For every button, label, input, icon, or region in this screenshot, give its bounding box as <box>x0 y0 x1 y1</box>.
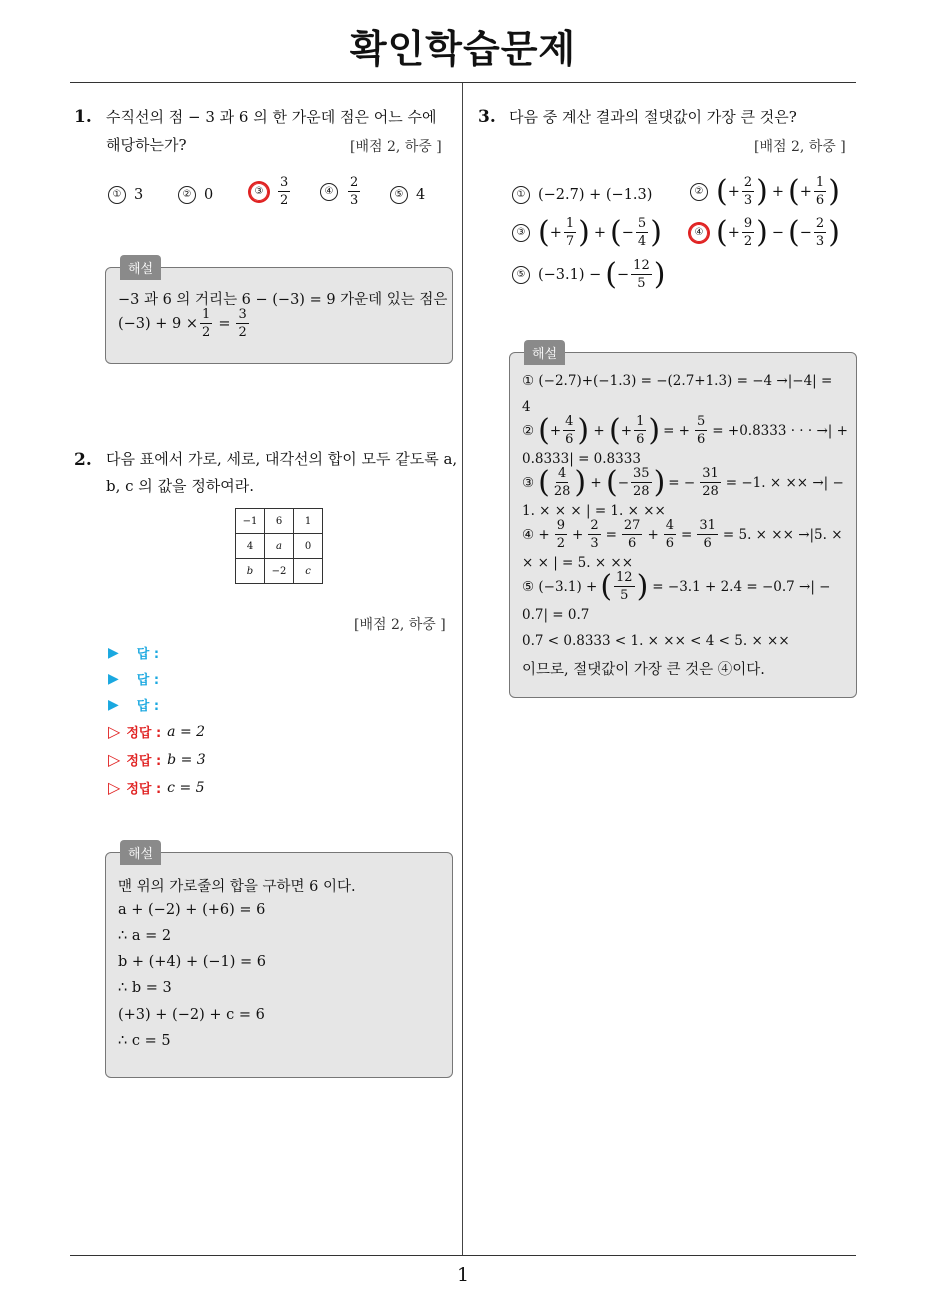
denominator: 3 <box>743 193 753 208</box>
sign: − <box>621 224 634 241</box>
denominator: 4 <box>637 234 647 249</box>
solution-line <box>522 519 843 550</box>
numerator: 2 <box>350 175 359 190</box>
magic-square-table <box>235 508 323 584</box>
expr-text: = − <box>668 474 696 491</box>
paren-close: ) <box>577 412 590 448</box>
play-arrow-icon: ▶ <box>108 670 119 687</box>
choice-number: ⑤ <box>512 266 530 284</box>
q2-score: [배점 2, 하중 ] <box>354 617 446 633</box>
solution-line: ∴ c = 5 <box>118 1033 171 1049</box>
denominator: 6 <box>628 536 637 551</box>
solution-line: 4 <box>522 399 531 415</box>
outline-arrow-icon: ▷ <box>108 778 121 797</box>
correct-value: c = 5 <box>167 779 205 796</box>
answer-row[interactable] <box>108 643 159 662</box>
fraction <box>814 217 826 248</box>
q1-choice-2[interactable] <box>178 186 213 204</box>
paren-open: ( <box>538 412 550 448</box>
solution-tag: 해설 <box>120 840 161 865</box>
solution-line: ∴ b = 3 <box>118 980 172 996</box>
sign: + <box>727 224 740 241</box>
table-cell: −1 <box>236 509 265 534</box>
fraction <box>742 176 754 207</box>
q1-text-line2: 해당하는가? <box>106 136 187 154</box>
q3-number: 3. <box>478 107 496 127</box>
paren-open: ( <box>538 464 550 500</box>
expr-text: = −1. × ×× →| − <box>725 474 844 491</box>
q1-choice-5[interactable] <box>390 186 425 204</box>
paren-open: ( <box>610 214 622 250</box>
numerator: 9 <box>743 216 753 231</box>
solution-line: a + (−2) + (+6) = 6 <box>118 902 266 918</box>
paren-close: ) <box>578 214 590 250</box>
operator: + <box>647 526 659 543</box>
denominator: 6 <box>665 536 675 551</box>
denominator: 6 <box>697 432 706 447</box>
play-arrow-icon: ▶ <box>108 696 119 713</box>
numerator: 1 <box>202 307 211 322</box>
numerator: 1 <box>815 175 825 190</box>
paren-close: ) <box>574 464 587 500</box>
fraction <box>200 308 212 339</box>
paren-open: ( <box>788 214 800 250</box>
denominator: 3 <box>815 234 825 249</box>
numerator: 1 <box>636 414 645 429</box>
q3-choice-2[interactable] <box>690 173 840 209</box>
denominator: 6 <box>636 432 645 447</box>
paren-open: ( <box>788 173 800 209</box>
solution-line: 0.8333| = 0.8333 <box>522 451 641 467</box>
numerator: 2 <box>743 175 753 190</box>
solution-line: ① (−2.7)+(−1.3) = −(2.7+1.3) = −4 →|−4| = <box>522 373 833 389</box>
denominator: 2 <box>743 234 753 249</box>
paren-close: ) <box>653 464 666 500</box>
fraction <box>614 571 635 602</box>
denominator: 7 <box>565 234 575 249</box>
expr-text: ⑤ (−3.1) + <box>522 578 598 595</box>
correct-answer-row <box>108 778 205 797</box>
paren-open: ( <box>605 256 618 292</box>
numerator: 4 <box>557 466 567 481</box>
fraction <box>636 217 648 248</box>
expr-text: ④ + <box>522 526 550 543</box>
q1-choice-3[interactable] <box>250 176 292 207</box>
table-cell: a <box>265 534 294 559</box>
denominator: 5 <box>620 588 629 603</box>
solution-line: 0.7| = 0.7 <box>522 607 590 623</box>
denominator: 2 <box>238 325 247 340</box>
correct-label: 정답 : <box>126 754 162 769</box>
fraction <box>634 415 646 446</box>
table-cell: 1 <box>294 509 323 534</box>
numerator: 12 <box>633 258 650 273</box>
fraction <box>814 176 826 207</box>
page-title: 확인학습문제 <box>349 27 577 71</box>
denominator: 6 <box>703 536 712 551</box>
fraction <box>742 217 754 248</box>
q1-number: 1. <box>74 107 92 127</box>
paren-close: ) <box>648 412 661 448</box>
fraction <box>664 519 676 550</box>
q3-solution-box <box>509 347 857 698</box>
numerator: 2 <box>590 518 599 533</box>
answer-row[interactable] <box>108 669 159 688</box>
outline-arrow-icon: ▷ <box>108 722 121 741</box>
answer-label: 답 : <box>136 699 160 714</box>
denominator: 3 <box>350 193 359 208</box>
expr-text: = 5. × ×× →|5. × <box>722 526 843 543</box>
paren-close: ) <box>650 214 662 250</box>
table-row <box>236 534 323 559</box>
table-cell: 4 <box>236 534 265 559</box>
correct-value: b = 3 <box>167 751 206 768</box>
table-cell: b <box>236 559 265 584</box>
choice-number-marked: ④ <box>690 224 708 242</box>
numerator: 4 <box>665 518 675 533</box>
q2-text-line2: b, c 의 값을 정하여라. <box>106 477 255 495</box>
outline-arrow-icon: ▷ <box>108 750 121 769</box>
paren-open: ( <box>600 568 613 604</box>
operator: + <box>771 183 785 200</box>
sign: − <box>617 266 630 283</box>
numerator: 31 <box>699 518 716 533</box>
choice-number: ① <box>512 186 530 204</box>
denominator: 2 <box>556 536 565 551</box>
q1-solution-box <box>105 262 453 364</box>
numerator: 4 <box>565 414 574 429</box>
paren-close: ) <box>653 256 666 292</box>
numerator: 35 <box>633 466 650 481</box>
choice-value: 3 <box>134 187 144 203</box>
fraction <box>622 519 643 550</box>
operator: = <box>605 526 617 543</box>
table-cell: −2 <box>265 559 294 584</box>
play-arrow-icon: ▶ <box>108 644 119 661</box>
answer-row[interactable] <box>108 695 159 714</box>
numerator: 12 <box>616 570 633 585</box>
fraction <box>631 259 652 290</box>
q3-choice-4[interactable] <box>690 214 840 250</box>
paren-open: ( <box>716 173 728 209</box>
fraction <box>695 415 707 446</box>
expr-text: ② <box>522 422 535 439</box>
choice-number-marked: ③ <box>250 183 268 201</box>
choice-value: 0 <box>204 187 214 203</box>
denominator: 3 <box>590 536 599 551</box>
numerator: 1 <box>565 216 575 231</box>
numerator: 5 <box>637 216 647 231</box>
solution-tag: 해설 <box>120 255 161 280</box>
choice-number: ⑤ <box>390 186 408 204</box>
denominator: 2 <box>202 325 211 340</box>
numerator: 3 <box>238 307 247 322</box>
page-number: 1 <box>456 1264 470 1286</box>
solution-line: ∴ a = 2 <box>118 928 172 944</box>
choice-fraction <box>348 176 360 207</box>
column-divider <box>462 83 463 1255</box>
paren-open: ( <box>716 214 728 250</box>
solution-line: ② ( + $\frac{4}{6}$ ) + ( + $\frac{1}{6}$ ) = + $\frac{5}{6}$ = +0.8333 · · · →| + <box>522 412 848 448</box>
operator: = <box>681 526 693 543</box>
fraction <box>564 217 576 248</box>
expr-text: (−3.1) − <box>538 266 602 283</box>
paren-open: ( <box>609 412 621 448</box>
fraction <box>588 519 600 550</box>
table-row <box>236 509 323 534</box>
solution-line: ③ ( $\frac{4}{28}$ ) + ( − $\frac{35}{28}$ ) = − $\frac{31}{28}$ = −1. × ×× →| − <box>522 464 844 500</box>
solution-line: × × | = 5. × ×× <box>522 555 634 571</box>
choice-fraction <box>278 176 290 207</box>
choice-number: ② <box>178 186 196 204</box>
sign: + <box>549 224 562 241</box>
numerator: 5 <box>697 414 706 429</box>
numerator: 27 <box>623 518 641 533</box>
sign: − <box>799 224 812 241</box>
expr-text: = +0.8333 · · · →| + <box>712 422 848 439</box>
numerator: 3 <box>280 175 289 190</box>
paren-open: ( <box>538 214 550 250</box>
paren-close: ) <box>828 214 840 250</box>
solution-line: b + (+4) + (−1) = 6 <box>118 954 266 970</box>
correct-answer-row <box>108 750 206 769</box>
choice-expression: (−2.7) + (−1.3) <box>538 187 653 203</box>
denominator: 28 <box>702 484 719 499</box>
operator: + <box>572 526 584 543</box>
fraction <box>555 519 567 550</box>
q2-text-line1: 다음 표에서 가로, 세로, 대각선의 합이 모두 같도록 a, <box>106 450 458 468</box>
fraction <box>236 308 248 339</box>
correct-label: 정답 : <box>126 726 162 741</box>
denominator: 5 <box>637 276 646 291</box>
q2-solution-box <box>105 847 453 1078</box>
top-rule <box>70 82 856 83</box>
table-cell: c <box>294 559 323 584</box>
denominator: 6 <box>565 432 574 447</box>
denominator: 28 <box>553 484 571 499</box>
fraction <box>552 467 573 498</box>
denominator: 2 <box>280 193 289 208</box>
q3-score: [배점 2, 하중 ] <box>754 139 846 155</box>
q2-number: 2. <box>74 450 92 470</box>
choice-value: 4 <box>416 187 426 203</box>
solution-line <box>522 568 831 604</box>
expr-text: (−3) + 9 × <box>118 315 199 332</box>
solution-line <box>118 308 251 339</box>
correct-label: 정답 : <box>126 782 162 797</box>
correct-answer-row <box>108 722 205 741</box>
expr-text: ③ <box>522 474 535 491</box>
sign: + <box>727 183 740 200</box>
numerator: 31 <box>702 466 719 481</box>
choice-number: ① <box>108 186 126 204</box>
solution-line: 맨 위의 가로줄의 합을 구하면 6 이다. <box>118 879 356 895</box>
paren-close: ) <box>828 173 840 209</box>
q1-score: [배점 2, 하중 ] <box>350 139 442 155</box>
solution-tag: 해설 <box>524 340 565 365</box>
q3-choice-3[interactable] <box>512 214 662 250</box>
expr-text: = −3.1 + 2.4 = −0.7 →| − <box>652 578 831 595</box>
answer-label: 답 : <box>136 673 160 688</box>
denominator: 6 <box>815 193 825 208</box>
numerator: 9 <box>556 518 565 533</box>
answer-label: 답 : <box>136 647 160 662</box>
q1-text-line1: 수직선의 점 − 3 과 6 의 한 가운데 점은 어느 수에 <box>106 108 437 126</box>
paren-close: ) <box>636 568 649 604</box>
paren-open: ( <box>606 464 618 500</box>
fraction <box>563 415 575 446</box>
denominator: 28 <box>633 484 650 499</box>
equals-sign: = <box>218 315 231 332</box>
q3-text-line1: 다음 중 계산 결과의 절댓값이 가장 큰 것은? <box>509 108 797 126</box>
table-cell: 0 <box>294 534 323 559</box>
solution-line: 0.7 < 0.8333 < 1. × ×× < 4 < 5. × ×× <box>522 633 790 649</box>
fraction <box>700 467 721 498</box>
expr-text: = + <box>663 422 690 439</box>
q3-choice-5[interactable] <box>512 256 666 292</box>
choice-number: ④ <box>320 183 338 201</box>
operator: − <box>771 224 785 241</box>
bottom-rule <box>70 1255 856 1256</box>
numerator: 2 <box>815 216 825 231</box>
operator: + <box>593 224 607 241</box>
choice-number: ③ <box>512 224 530 242</box>
q1-choice-4[interactable] <box>320 176 362 207</box>
solution-line: −3 과 6 의 거리는 6 − (−3) = 9 가운데 있는 점은 <box>118 292 448 308</box>
fraction <box>697 519 718 550</box>
solution-line: (+3) + (−2) + c = 6 <box>118 1007 265 1023</box>
correct-value: a = 2 <box>167 723 206 740</box>
choice-number: ② <box>690 183 708 201</box>
solution-line: 1. × × × | = 1. × ×× <box>522 503 666 519</box>
paren-close: ) <box>756 214 768 250</box>
sign: + <box>799 183 812 200</box>
q1-choice-1[interactable] <box>108 186 143 204</box>
paren-close: ) <box>756 173 768 209</box>
table-row <box>236 559 323 584</box>
solution-line: 이므로, 절댓값이 가장 큰 것은 ④이다. <box>522 662 765 678</box>
q3-choice-1[interactable] <box>512 186 652 204</box>
table-cell: 6 <box>265 509 294 534</box>
fraction <box>631 467 652 498</box>
